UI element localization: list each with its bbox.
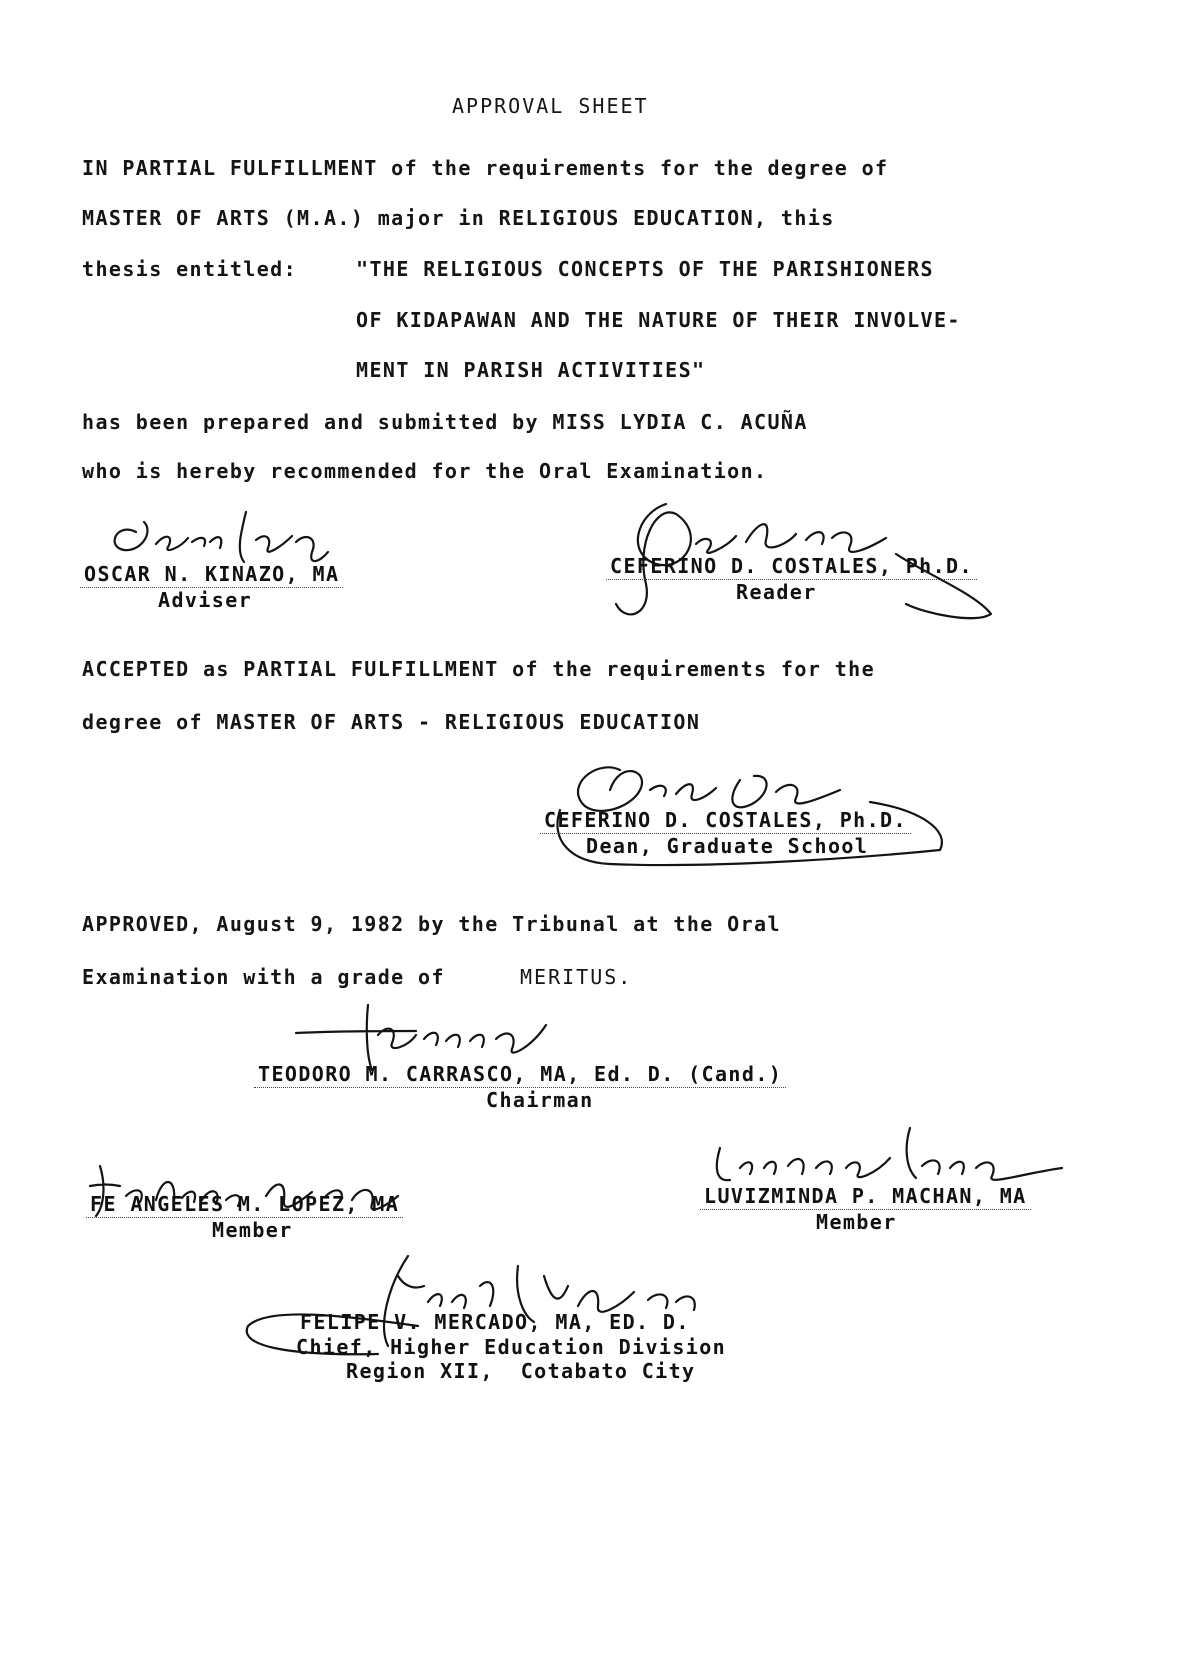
- accepted-line-1: ACCEPTED as PARTIAL FULFILLMENT of the requirements for the: [82, 657, 876, 681]
- page-title: APPROVAL SHEET: [452, 94, 649, 118]
- dean-name: CEFERINO D. COSTALES, Ph.D.: [540, 808, 911, 834]
- member1-name: FE ANGELES M. LOPEZ, MA: [86, 1192, 403, 1218]
- reader-role: Reader: [736, 580, 817, 604]
- chief-name: FELIPE V. MERCADO, MA, ED. D.: [300, 1310, 690, 1334]
- member1-role: Member: [212, 1218, 293, 1242]
- approved-line-1: APPROVED, August 9, 1982 by the Tribunal at the Oral: [82, 912, 781, 936]
- thesis-title-line-2: OF KIDAPAWAN AND THE NATURE OF THEIR INVOLVE-: [356, 308, 961, 332]
- approved-line-2: Examination with a grade of: [82, 965, 445, 989]
- grade-value: MERITUS.: [520, 965, 633, 989]
- chairman-name: TEODORO M. CARRASCO, MA, Ed. D. (Cand.): [254, 1062, 786, 1088]
- intro-line-1: IN PARTIAL FULFILLMENT of the requirements for the degree of: [82, 156, 889, 180]
- thesis-title-line-1: "THE RELIGIOUS CONCEPTS OF THE PARISHIONERS: [356, 257, 934, 281]
- member1-block: [86, 1192, 506, 1242]
- adviser-block: [80, 562, 380, 612]
- reader-block: [606, 554, 1006, 604]
- chairman-role: Chairman: [486, 1088, 594, 1112]
- adviser-role: Adviser: [158, 588, 253, 612]
- intro-line-2: MASTER OF ARTS (M.A.) major in RELIGIOUS EDUCATION, this: [82, 206, 835, 230]
- chief-role-1: Chief, Higher Education Division: [296, 1335, 727, 1359]
- member2-block: [700, 1184, 1120, 1234]
- dean-block: [540, 808, 960, 858]
- member2-name: LUVIZMINDA P. MACHAN, MA: [700, 1184, 1031, 1210]
- member2-role: Member: [816, 1210, 897, 1234]
- accepted-line-2: degree of MASTER OF ARTS - RELIGIOUS EDUCATION: [82, 710, 701, 734]
- reader-name: CEFERINO D. COSTALES, Ph.D.: [606, 554, 977, 580]
- thesis-title-line-3: MENT IN PARISH ACTIVITIES": [356, 358, 706, 382]
- chief-role-2: Region XII, Cotabato City: [346, 1359, 696, 1383]
- chief-block: [296, 1310, 816, 1383]
- dean-role: Dean, Graduate School: [586, 834, 869, 858]
- intro-line-6: has been prepared and submitted by MISS LYDIA C. ACUÑA: [82, 410, 808, 434]
- thesis-label: thesis entitled:: [82, 257, 298, 281]
- intro-line-7: who is hereby recommended for the Oral Examination.: [82, 459, 768, 483]
- chairman-block: [254, 1062, 854, 1112]
- adviser-name: OSCAR N. KINAZO, MA: [80, 562, 343, 588]
